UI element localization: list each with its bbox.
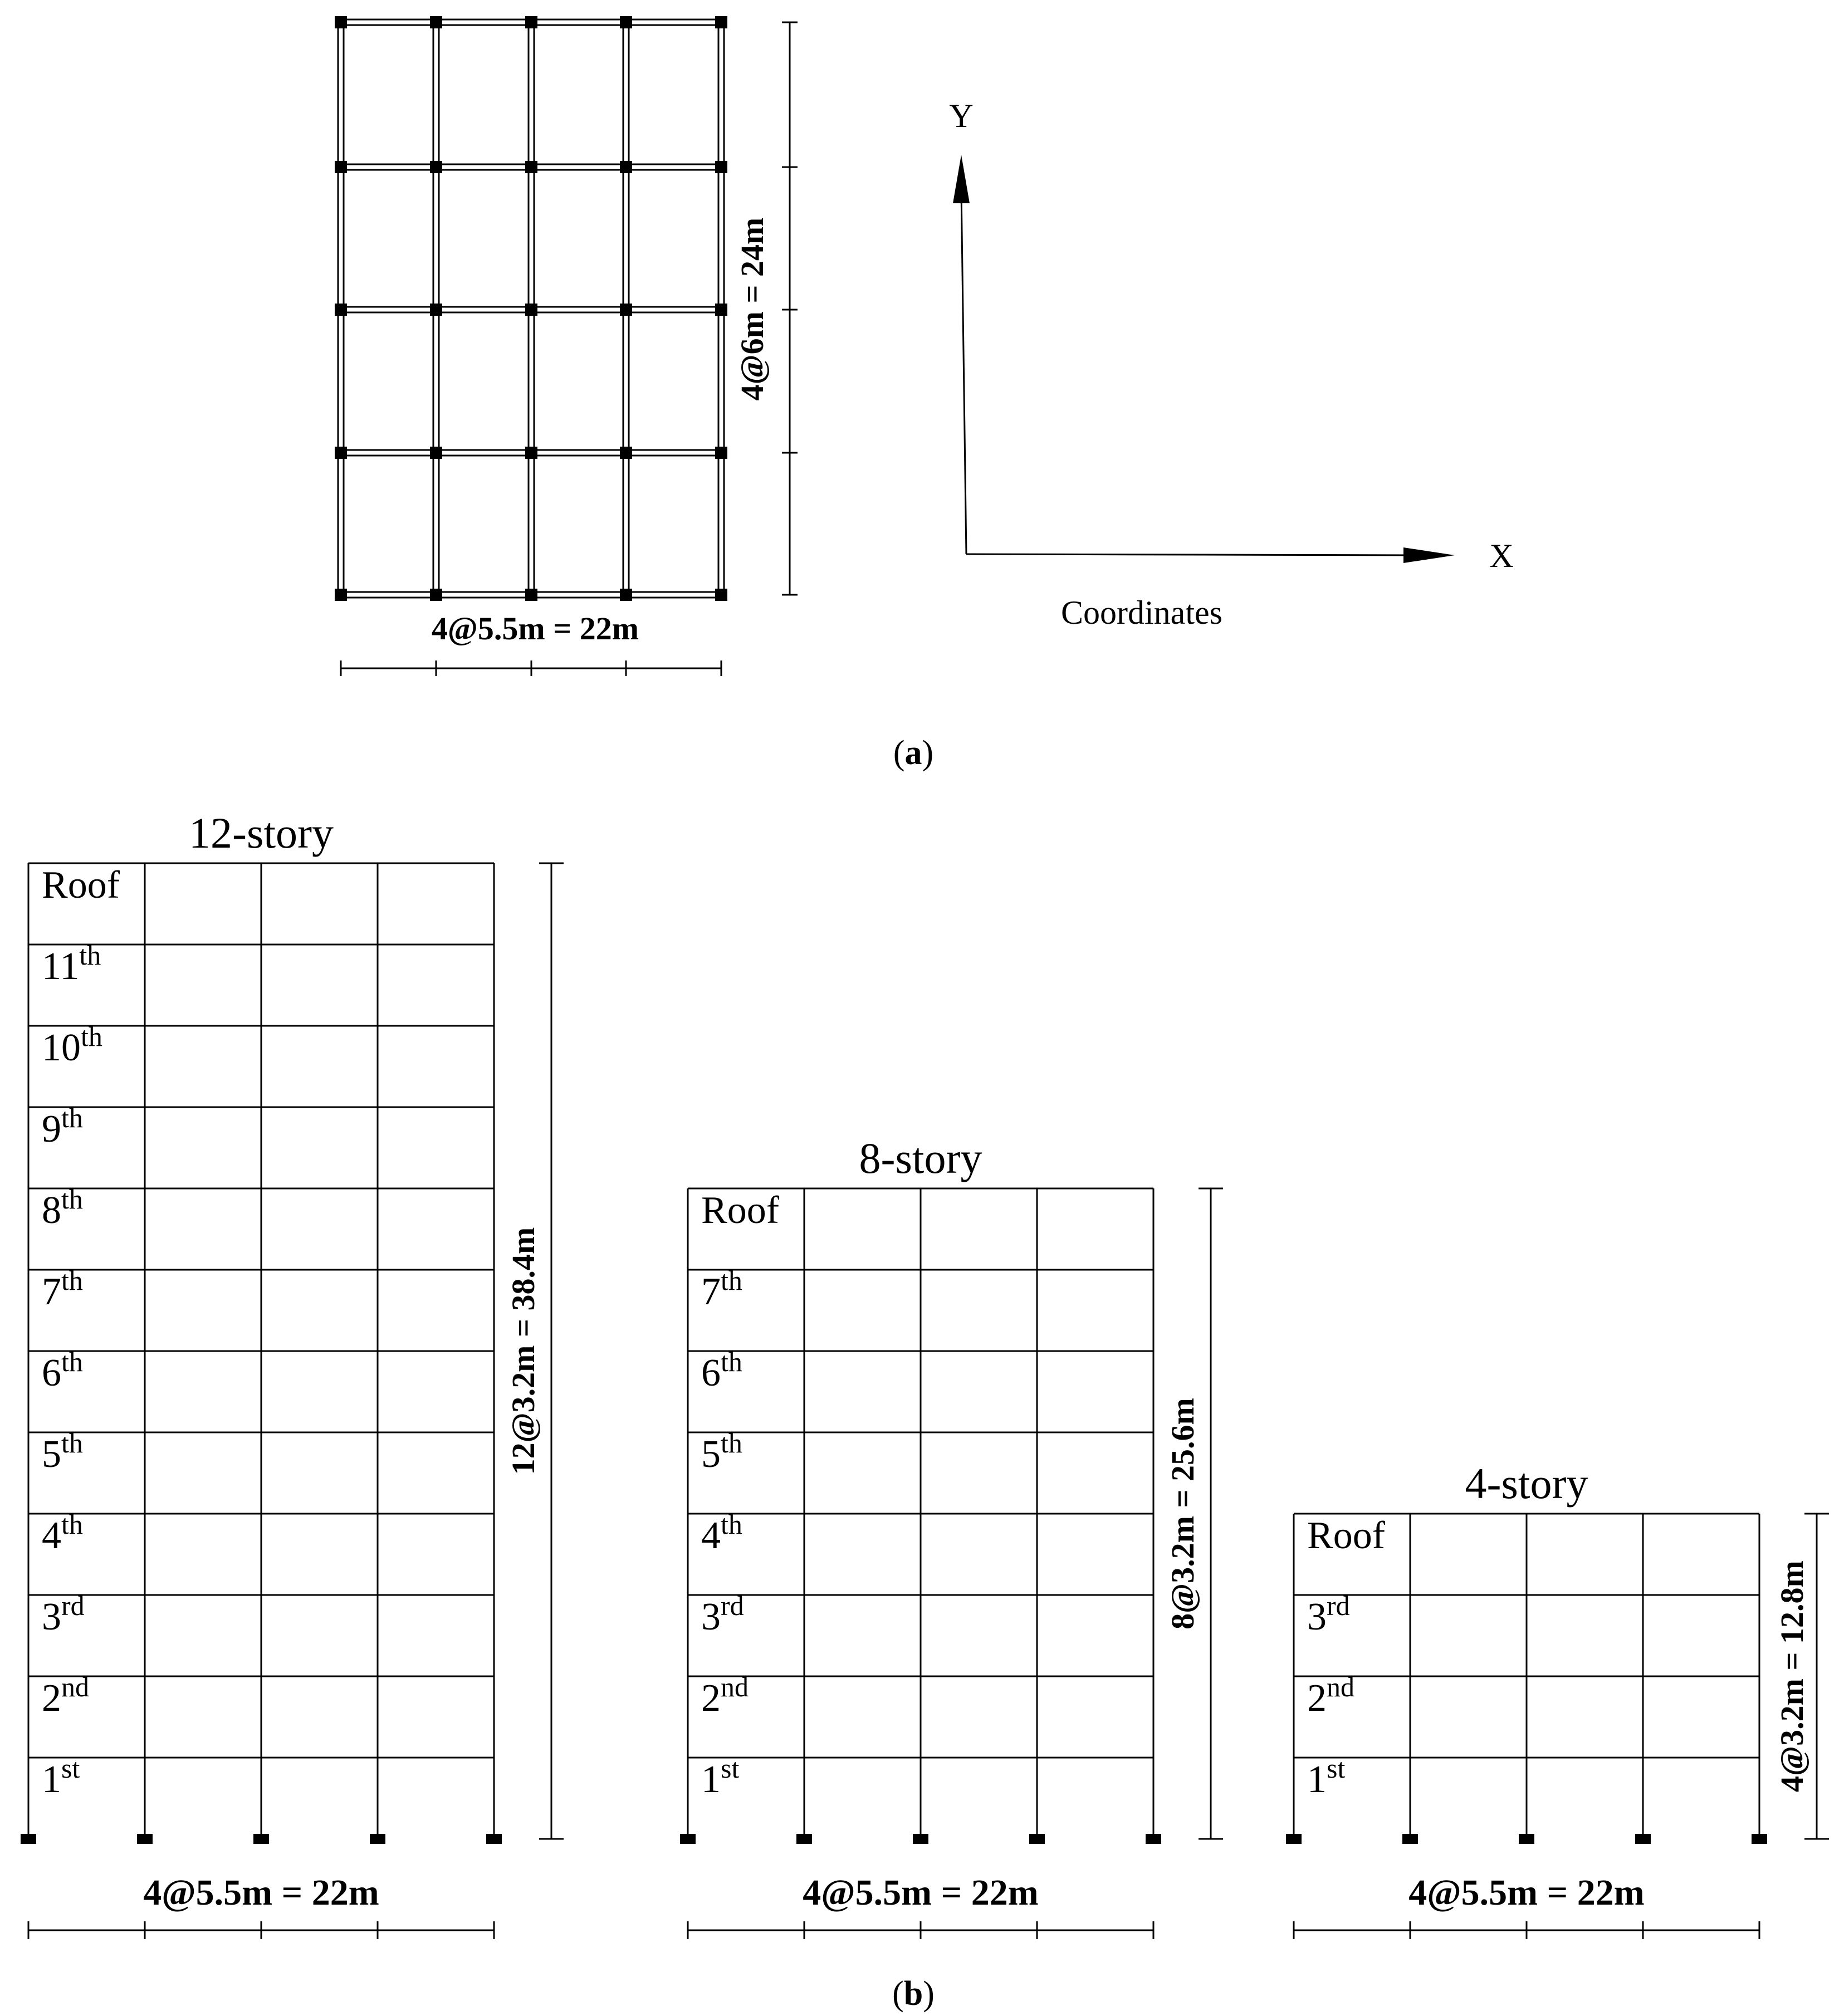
width-dim-label: 4@5.5m = 22m (143, 1872, 379, 1913)
support-block (796, 1834, 812, 1844)
plan-column (620, 16, 632, 28)
floor-label: 2nd (42, 1671, 89, 1720)
plan-x-dim-label: 4@5.5m = 22m (431, 610, 639, 647)
building-title: 4-story (1465, 1459, 1588, 1508)
floor-label: 7th (42, 1265, 83, 1313)
support-block (1752, 1834, 1767, 1844)
building-4-story (1286, 1459, 1829, 1939)
plan-column (430, 161, 442, 173)
plan-y-dimension (734, 218, 770, 401)
building-title: 8-story (859, 1134, 982, 1182)
support-block (137, 1834, 153, 1844)
plan-column (620, 161, 632, 173)
floor-label: Roof (42, 864, 120, 907)
floor-label: Roof (1307, 1514, 1385, 1557)
support-block (486, 1834, 502, 1844)
plan-column (335, 447, 347, 459)
plan-column (620, 447, 632, 459)
width-dim-label: 4@5.5m = 22m (803, 1872, 1039, 1913)
floor-label: 2nd (1307, 1671, 1354, 1720)
support-block (253, 1834, 269, 1844)
plan-column (525, 447, 537, 459)
height-dim-label: 8@3.2m = 25.6m (1165, 1398, 1201, 1630)
floor-label: 4th (701, 1509, 742, 1557)
plan-column (525, 16, 537, 28)
plan-column (620, 304, 632, 316)
floor-label: 1st (42, 1753, 80, 1801)
support-block (1146, 1834, 1161, 1844)
floor-label: 3rd (701, 1590, 744, 1638)
plan-column (525, 161, 537, 173)
building-12-story (21, 809, 564, 1939)
coordinate-axes (949, 97, 1513, 631)
plan-column (335, 589, 347, 601)
floor-label: 3rd (1307, 1590, 1350, 1638)
floor-label: 5th (42, 1427, 83, 1476)
plan-column (335, 161, 347, 173)
plan-column (430, 589, 442, 601)
floor-label: 2nd (701, 1671, 749, 1720)
height-dim-label: 4@3.2m = 12.8m (1774, 1560, 1810, 1792)
support-block (1519, 1834, 1534, 1844)
floor-label: 11th (42, 940, 101, 988)
building-title: 12-story (189, 809, 334, 857)
y-axis-label: Y (949, 97, 974, 134)
plan-column (430, 304, 442, 316)
support-block (1029, 1834, 1045, 1844)
x-axis-label: X (1489, 537, 1514, 574)
plan-column (430, 447, 442, 459)
support-block (680, 1834, 696, 1844)
plan-column (715, 16, 727, 28)
floor-label: Roof (701, 1189, 779, 1232)
caption-b: (b) (892, 1975, 935, 2013)
width-dim-label: 4@5.5m = 22m (1408, 1872, 1645, 1913)
support-block (1635, 1834, 1651, 1844)
floor-label: 3rd (42, 1590, 85, 1638)
plan-view (335, 16, 798, 676)
caption-a: (a) (893, 734, 934, 772)
floor-label: 7th (701, 1265, 742, 1313)
floor-label: 10th (42, 1021, 102, 1069)
plan-column (715, 589, 727, 601)
y-axis-line (961, 189, 966, 554)
building-8-story (680, 1134, 1223, 1939)
plan-column (715, 447, 727, 459)
support-block (1286, 1834, 1302, 1844)
support-block (21, 1834, 36, 1844)
y-axis-arrowhead (953, 155, 970, 203)
plan-column (335, 16, 347, 28)
x-axis-arrowhead (1403, 547, 1455, 563)
floor-label: 8th (42, 1183, 83, 1232)
floor-label: 6th (701, 1346, 742, 1394)
x-axis-line (966, 554, 1415, 555)
floor-label: 9th (42, 1102, 83, 1151)
floor-label: 5th (701, 1427, 742, 1476)
floor-label: 6th (42, 1346, 83, 1394)
floor-label: 4th (42, 1509, 83, 1557)
plan-column (620, 589, 632, 601)
floor-label: 1st (1307, 1753, 1346, 1801)
plan-column (335, 304, 347, 316)
support-block (1402, 1834, 1418, 1844)
plan-column (715, 304, 727, 316)
floor-label: 1st (701, 1753, 740, 1801)
plan-y-dim-label: 4@6m = 24m (734, 217, 770, 401)
height-dim-label: 12@3.2m = 38.4m (505, 1227, 541, 1475)
plan-column (525, 589, 537, 601)
plan-column (715, 161, 727, 173)
support-block (913, 1834, 928, 1844)
plan-column (525, 304, 537, 316)
coordinates-caption: Coordinates (1061, 594, 1222, 631)
support-block (370, 1834, 385, 1844)
elevation-views (21, 809, 1829, 1939)
plan-column (430, 16, 442, 28)
plan-x-dimension (432, 610, 639, 647)
